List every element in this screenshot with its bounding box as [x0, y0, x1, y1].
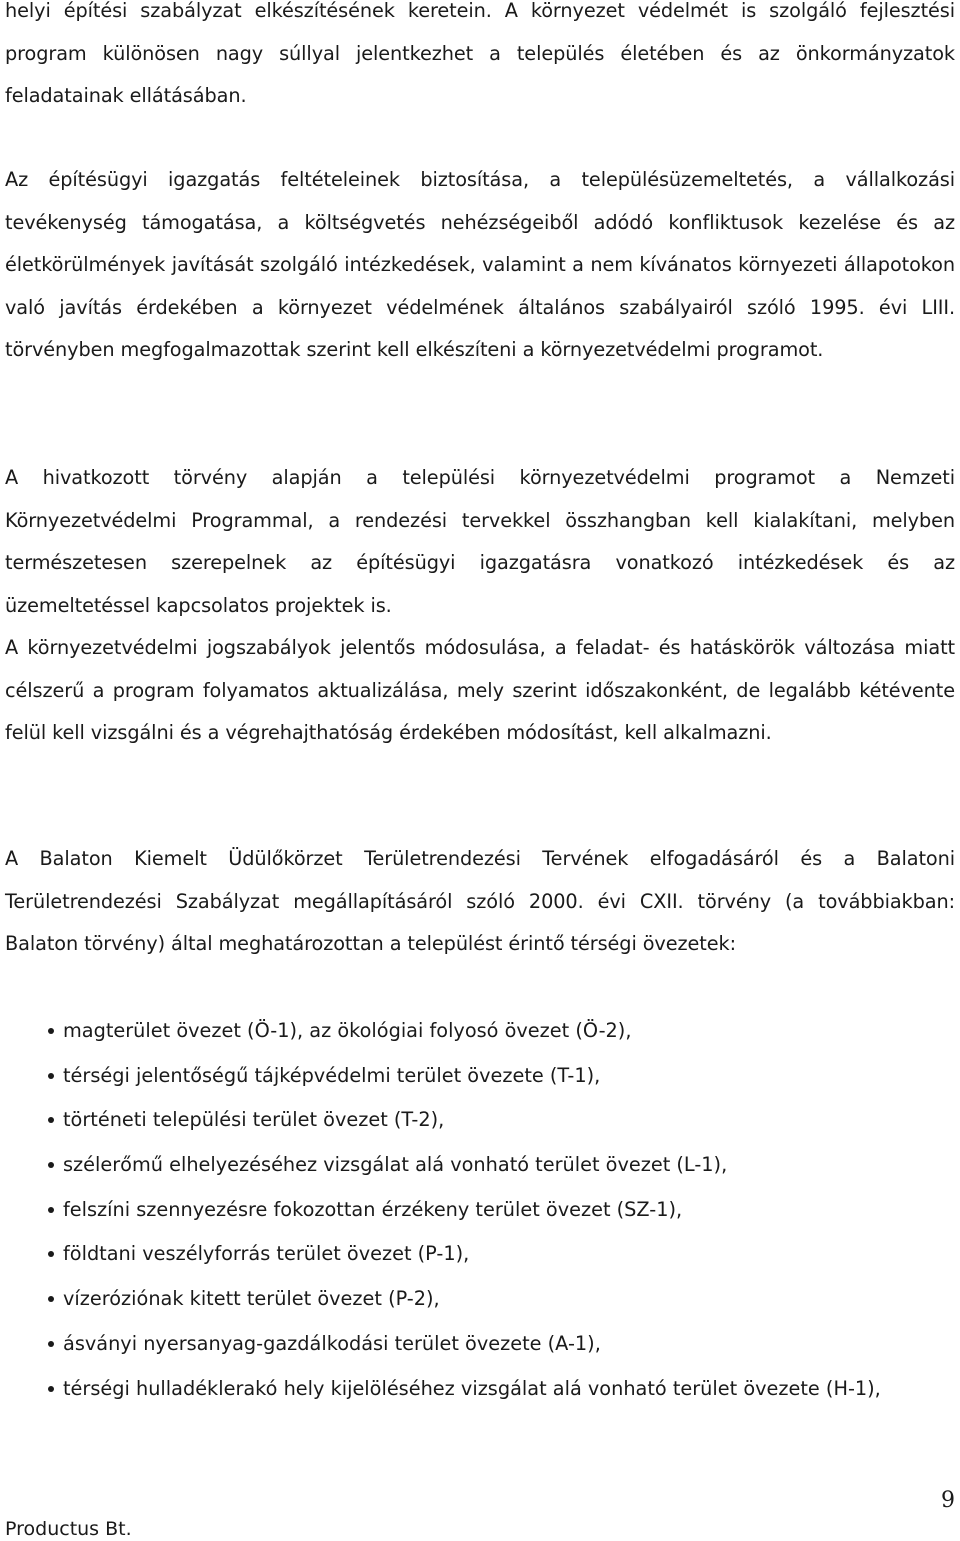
- list-item-text: történeti települési terület övezet (T-2),: [63, 1108, 445, 1132]
- list-item-text: magterület övezet (Ö-1), az ökológiai folyosó övezet (Ö-2),: [63, 1019, 632, 1042]
- list-item-text: vízeróziónak kitett terület övezet (P-2),: [63, 1287, 440, 1311]
- paragraph-balaton-law: A Balaton Kiemelt Üdülőkörzet Területrendezési Tervének elfogadásáról és a Balatoni Területrendezési Szabályzat megállapításáról szóló 2000. évi CXII. törvény (a továbbiakban: Balaton törvény) által meghatározottan a települést érintő térségi övezetek:: [5, 847, 955, 955]
- bullet-icon: [48, 1251, 54, 1257]
- paragraph-development-program: helyi építési szabályzat elkészítésének keretein. A környezet védelmét is szolgáló fejlesztési program különösen nagy súllyal jelentkezhet a település életében és az önkormányzatok feladatainak ellátásában.: [5, 0, 955, 107]
- bullet-icon: [48, 1028, 54, 1034]
- list-item: [5, 1322, 955, 1365]
- list-item-text: térségi hulladéklerakó hely kijelöléséhez vizsgálat alá vonható terület övezete (H-1),: [63, 1376, 881, 1400]
- list-item-text: felszíni szennyezésre fokozottan érzékeny terület övezet (SZ-1),: [63, 1197, 683, 1221]
- bullet-icon: [48, 1117, 54, 1123]
- list-item-text: ásványi nyersanyag-gazdálkodási terület övezete (A-1),: [63, 1331, 601, 1355]
- bullet-icon: [48, 1162, 54, 1168]
- bullet-icon: [48, 1207, 54, 1213]
- bullet-icon: [48, 1296, 54, 1302]
- paragraph-building-administration: Az építésügyi igazgatás feltételeinek biztosítása, a településüzemeltetés, a vállalkozási tevékenység támogatása, a költségvetés nehézségeiből adódó konfliktusok kezelése és az életkörülmények javítását szolgáló intézkedések, valamint a nem kívánatos környezeti állapotokon való javítás érdekében a környezet védelmének általános szabályairól szóló 1995. évi LIII. törvényben megfogalmazottak szerint kell elkészíteni a környezetvédelmi programot.: [5, 168, 955, 361]
- bullet-icon: [48, 1073, 54, 1079]
- list-item: [5, 1232, 955, 1275]
- list-item: [5, 1188, 955, 1231]
- zone-list: [5, 1009, 955, 1411]
- list-item: [5, 1098, 955, 1141]
- list-item: [5, 1143, 955, 1186]
- paragraph-referenced-law: A hivatkozott törvény alapján a települési környezetvédelmi programot a Nemzeti Környezetvédelmi Programmal, a rendezési tervekkel összhangban kell kialakítani, melyben természetesen szerepelnek az építésügyi igazgatásra vonatkozó intézkedések és az üzemeltetéssel kapcsolatos projektek is.: [5, 466, 955, 617]
- list-item-text: szélerőmű elhelyezéséhez vizsgálat alá vonható terület övezet (L-1),: [63, 1153, 728, 1177]
- footer-company: Productus Bt.: [5, 1518, 132, 1540]
- list-item-text: földtani veszélyforrás terület övezet (P-1),: [63, 1242, 470, 1266]
- paragraph-regulation-changes: A környezetvédelmi jogszabályok jelentős módosulása, a feladat- és hatáskörök változása miatt célszerű a program folyamatos aktualizálása, mely szerint időszakonként, de legalább kétévente felül kell vizsgálni és a végrehajthatóság érdekében módosítást, kell alkalmazni.: [5, 636, 955, 744]
- page-number: 9: [941, 1488, 955, 1513]
- list-item: [5, 1009, 955, 1052]
- list-item: [5, 1277, 955, 1320]
- bullet-icon: [48, 1341, 54, 1347]
- list-item-text: térségi jelentőségű tájképvédelmi terület övezete (T-1),: [63, 1063, 601, 1087]
- list-item: [5, 1054, 955, 1097]
- bullet-icon: [48, 1386, 54, 1392]
- list-item: [5, 1367, 955, 1410]
